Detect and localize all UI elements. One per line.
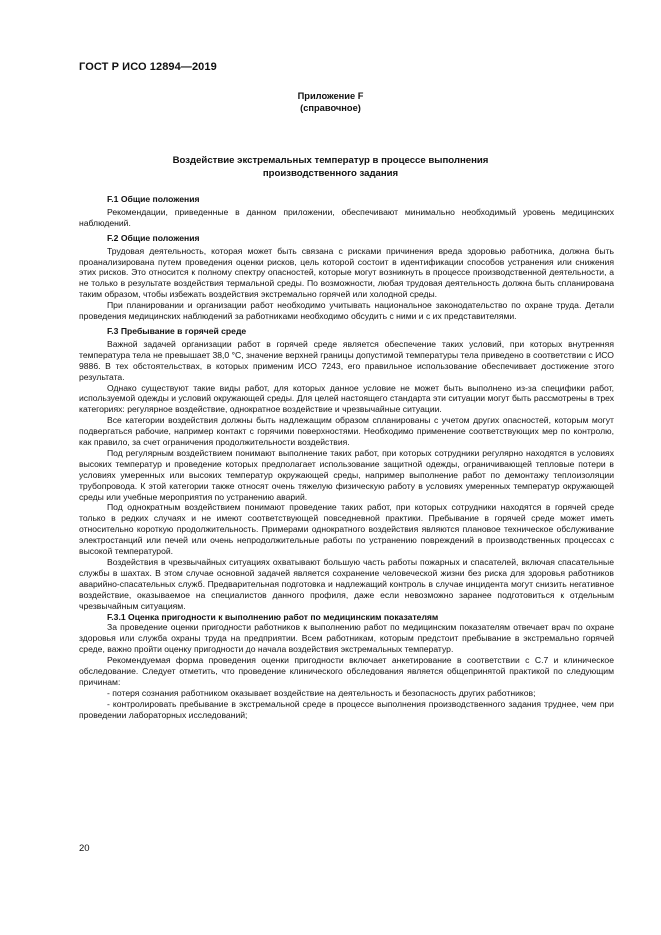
annex-main-title — [0, 155, 661, 180]
paragraph: Важной задачей организации работ в горячей среде является обеспечение таких условий, при которых внутренняя температура тела не превышает 38,0 °С, значение верхней границы допустимой температуры тела приведено в соответствии с ИСО 9886. В тех обстоятельствах, в которых применим ИСО 7243, его правильное использование обеспечивает достижение этого результата. — [79, 338, 614, 382]
paragraph: Трудовая деятельность, которая может быть связана с рисками причинения вреда здоровью работника, должна быть проанализирована путем проведения оценки рисков, цель которой состоит в идентификации способов устранения или снижения этих рисков. Это относится к полному спектру опасностей, которые могут возникнуть в процессе производственной деятельности, а не только в результате воздействия термальной среды. По возможности, любая трудовая деятельность должна быть спланирована таким образом, чтобы избежать воздействия экстремально горячей или холодной среды. — [79, 245, 614, 300]
paragraph: За проведение оценки пригодности работников к выполнению работ по медицинским показателям отвечает врач по охране здоровья или служба охраны труда на предприятии. Всем работникам, которым предстоит пребывание в экстремально горячей среде, важно пройти оценку пригодности до начала воздействия экстремальных температур. — [79, 622, 614, 655]
annex-main-title-line1: Воздействие экстремальных температур в процессе выполнения — [172, 155, 489, 166]
paragraph: При планировании и организации работ необходимо учитывать национальное законодательство по охране труда. Детали проведения медицинских наблюдений за работниками необходимо обсудить с ними и с их представителями. — [79, 300, 614, 322]
standard-designation: ГОСТ Р ИСО 12894—2019 — [79, 61, 217, 73]
annex-heading — [0, 90, 661, 114]
section-heading-f3: F.3 Пребывание в горячей среде — [107, 325, 247, 336]
document-body — [79, 194, 614, 721]
annex-subtitle: (справочное) — [300, 103, 361, 113]
paragraph: Однако существуют такие виды работ, для которых данное условие не может быть выполнено из-за специфики работ, используемой одежды и условий окружающей среды. Для целей настоящего стандарта эти ситуации могут быть рассмотрены в трех категориях: регулярное воздействие, однократное воздействие и чрезвычайные ситуации. — [79, 382, 614, 415]
subsection-heading-f3-1: F.3.1 Оценка пригодности к выполнению работ по медицинским показателям — [107, 611, 439, 622]
paragraph: Воздействия в чрезвычайных ситуациях охватывают большую часть работы пожарных и спасателей, включая спасательные службы в шахтах. В этом случае основной задачей является сохранение человеческой жизни без риска для здоровья работников аварийно-спасательных служб. Предварительная подготовка и надлежащий контроль в случае инцидента могут снизить негативное воздействие, оказываемое на специалистов данного профиля, даже если невозможно заранее подготовиться к отдельным чрезвычайным ситуациям. — [79, 557, 614, 611]
paragraph: Рекомендации, приведенные в данном приложении, обеспечивают минимально необходимый уровень медицинских наблюдений. — [79, 206, 614, 228]
annex-main-title-line2: производственного задания — [262, 167, 399, 179]
list-item: - потеря сознания работником оказывает воздействие на деятельность и безопасность других работников; — [107, 687, 536, 698]
list-item: - контролировать пребывание в экстремальной среде в процессе выполнения производственного задания труднее, чем при проведении лабораторных исследований; — [79, 698, 614, 720]
page-number: 20 — [79, 843, 90, 854]
paragraph: Рекомендуемая форма проведения оценки пригодности включает анкетирование в соответствии с С.7 и клиническое обследование. Следует отметить, что проведение клинического обследования является общепринятой практикой по следующим причинам: — [79, 655, 614, 687]
section-heading-f2: F.2 Общие положения — [107, 232, 200, 243]
paragraph: Под однократным воздействием понимают проведение таких работ, при которых сотрудники находятся в горячей среде только в редких случаях и не имеют соответствующей повседневной практики. Пребывание в горячей среде может иметь относительно короткую продолжительность. Примерами однократного воздействия являются плановое техническое обслуживание электростанций или печей или очень непродолжительные работы по устранению повреждений в производственных процессах с высокой температурой. — [79, 502, 614, 557]
paragraph: Все категории воздействия должны быть надлежащим образом спланированы с учетом других опасностей, которым могут подвергаться рабочие, например контакт с горячими поверхностями. Необходимо применение соответствующих мер по контролю, как правило, за счет ограничения продолжительности воздействия. — [79, 415, 614, 448]
paragraph: Под регулярным воздействием понимают выполнение таких работ, при которых сотрудники регулярно находятся в условиях высоких температур и проведение которых предполагает использование защитной одежды, ограничивающей тепловые потери в условиях умеренных или высоких температур окружающей среды, например выполнение работ по демонтажу теплоизоляции трубопровода. К этой категории также относят очень тяжелую физическую работу в условиях умеренных температур окружающей среды или учебные мероприятия по устранению аварий. — [79, 447, 614, 502]
annex-title: Приложение F — [297, 91, 364, 101]
section-heading-f1: F.1 Общие положения — [107, 194, 200, 204]
